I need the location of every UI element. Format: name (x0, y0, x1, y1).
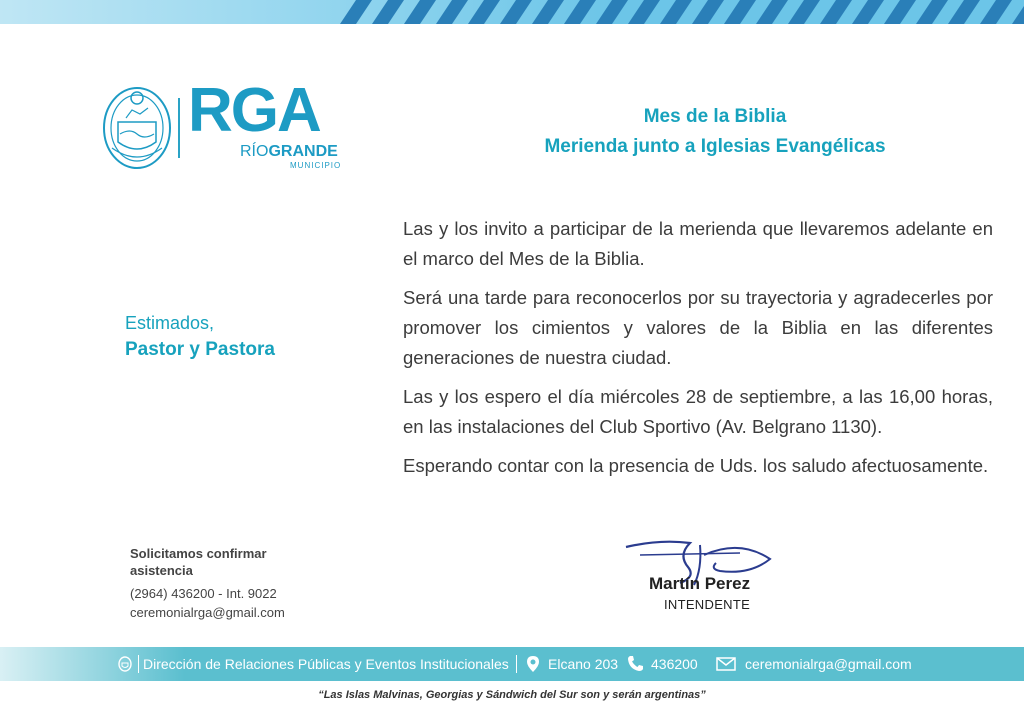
footer-department: Dirección de Relaciones Públicas y Eventos Institucionales (143, 656, 509, 672)
invitation-body (403, 214, 993, 490)
logo-city-light: RÍO (240, 143, 269, 160)
logo-city-bold: GRANDE (268, 143, 338, 160)
body-paragraph-4: Esperando contar con la presencia de Uds. los saludo afectuosamente. (403, 455, 989, 476)
coat-of-arms-icon (100, 82, 174, 172)
greeting-recipients: Pastor y Pastora (125, 339, 275, 360)
greeting-salutation: Estimados, (125, 313, 215, 333)
logo-rga-text: RGA (188, 76, 320, 145)
footer-separator (516, 655, 517, 673)
footer-separator (138, 655, 139, 673)
heading-line-2: Merienda junto a Iglesias Evangélicas (544, 136, 886, 157)
footer-bar (0, 647, 1024, 681)
logo-divider (178, 98, 180, 158)
signatory-role: INTENDENTE (664, 597, 751, 612)
body-paragraph-3: Las y los espero el día miércoles 28 de septiembre, a las 16,00 horas, en las instalaciones del Club Sportivo (Av. Belgrano 1130). (403, 386, 993, 437)
rsvp-email: ceremonialrga@gmail.com (130, 605, 285, 620)
top-decorative-band (0, 0, 1024, 24)
body-paragraph-2: Será una tarde para reconocerlos por su trayectoria y agradecerles por promover los cimientos y valores de la Biblia en las diferentes generaciones de nuestra ciudad. (403, 287, 993, 368)
footer-address: Elcano 203 (548, 656, 619, 672)
location-pin-icon (526, 655, 540, 673)
signatory-name: Martín Perez (649, 574, 751, 593)
body-paragraph-1: Las y los invito a participar de la merienda que llevaremos adelante en el marco del Mes de la Biblia. (403, 218, 993, 269)
logo-subtitle: MUNICIPIO (290, 161, 342, 170)
rsvp-title: Solicitamos confirmar asistencia (130, 546, 267, 578)
phone-icon (627, 655, 644, 672)
municipality-logo (100, 78, 340, 178)
stripe-pattern (0, 0, 1024, 24)
crest-icon (118, 656, 132, 672)
logo-city-name (240, 144, 338, 160)
malvinas-motto: “Las Islas Malvinas, Georgias y Sándwich del Sur son y serán argentinas” (318, 689, 706, 701)
footer-phone: 436200 (651, 656, 698, 672)
mail-icon (716, 657, 736, 671)
heading-line-1: Mes de la Biblia (643, 106, 787, 127)
rsvp-phone: (2964) 436200 - Int. 9022 (130, 586, 277, 601)
footer-email: ceremonialrga@gmail.com (745, 656, 912, 672)
